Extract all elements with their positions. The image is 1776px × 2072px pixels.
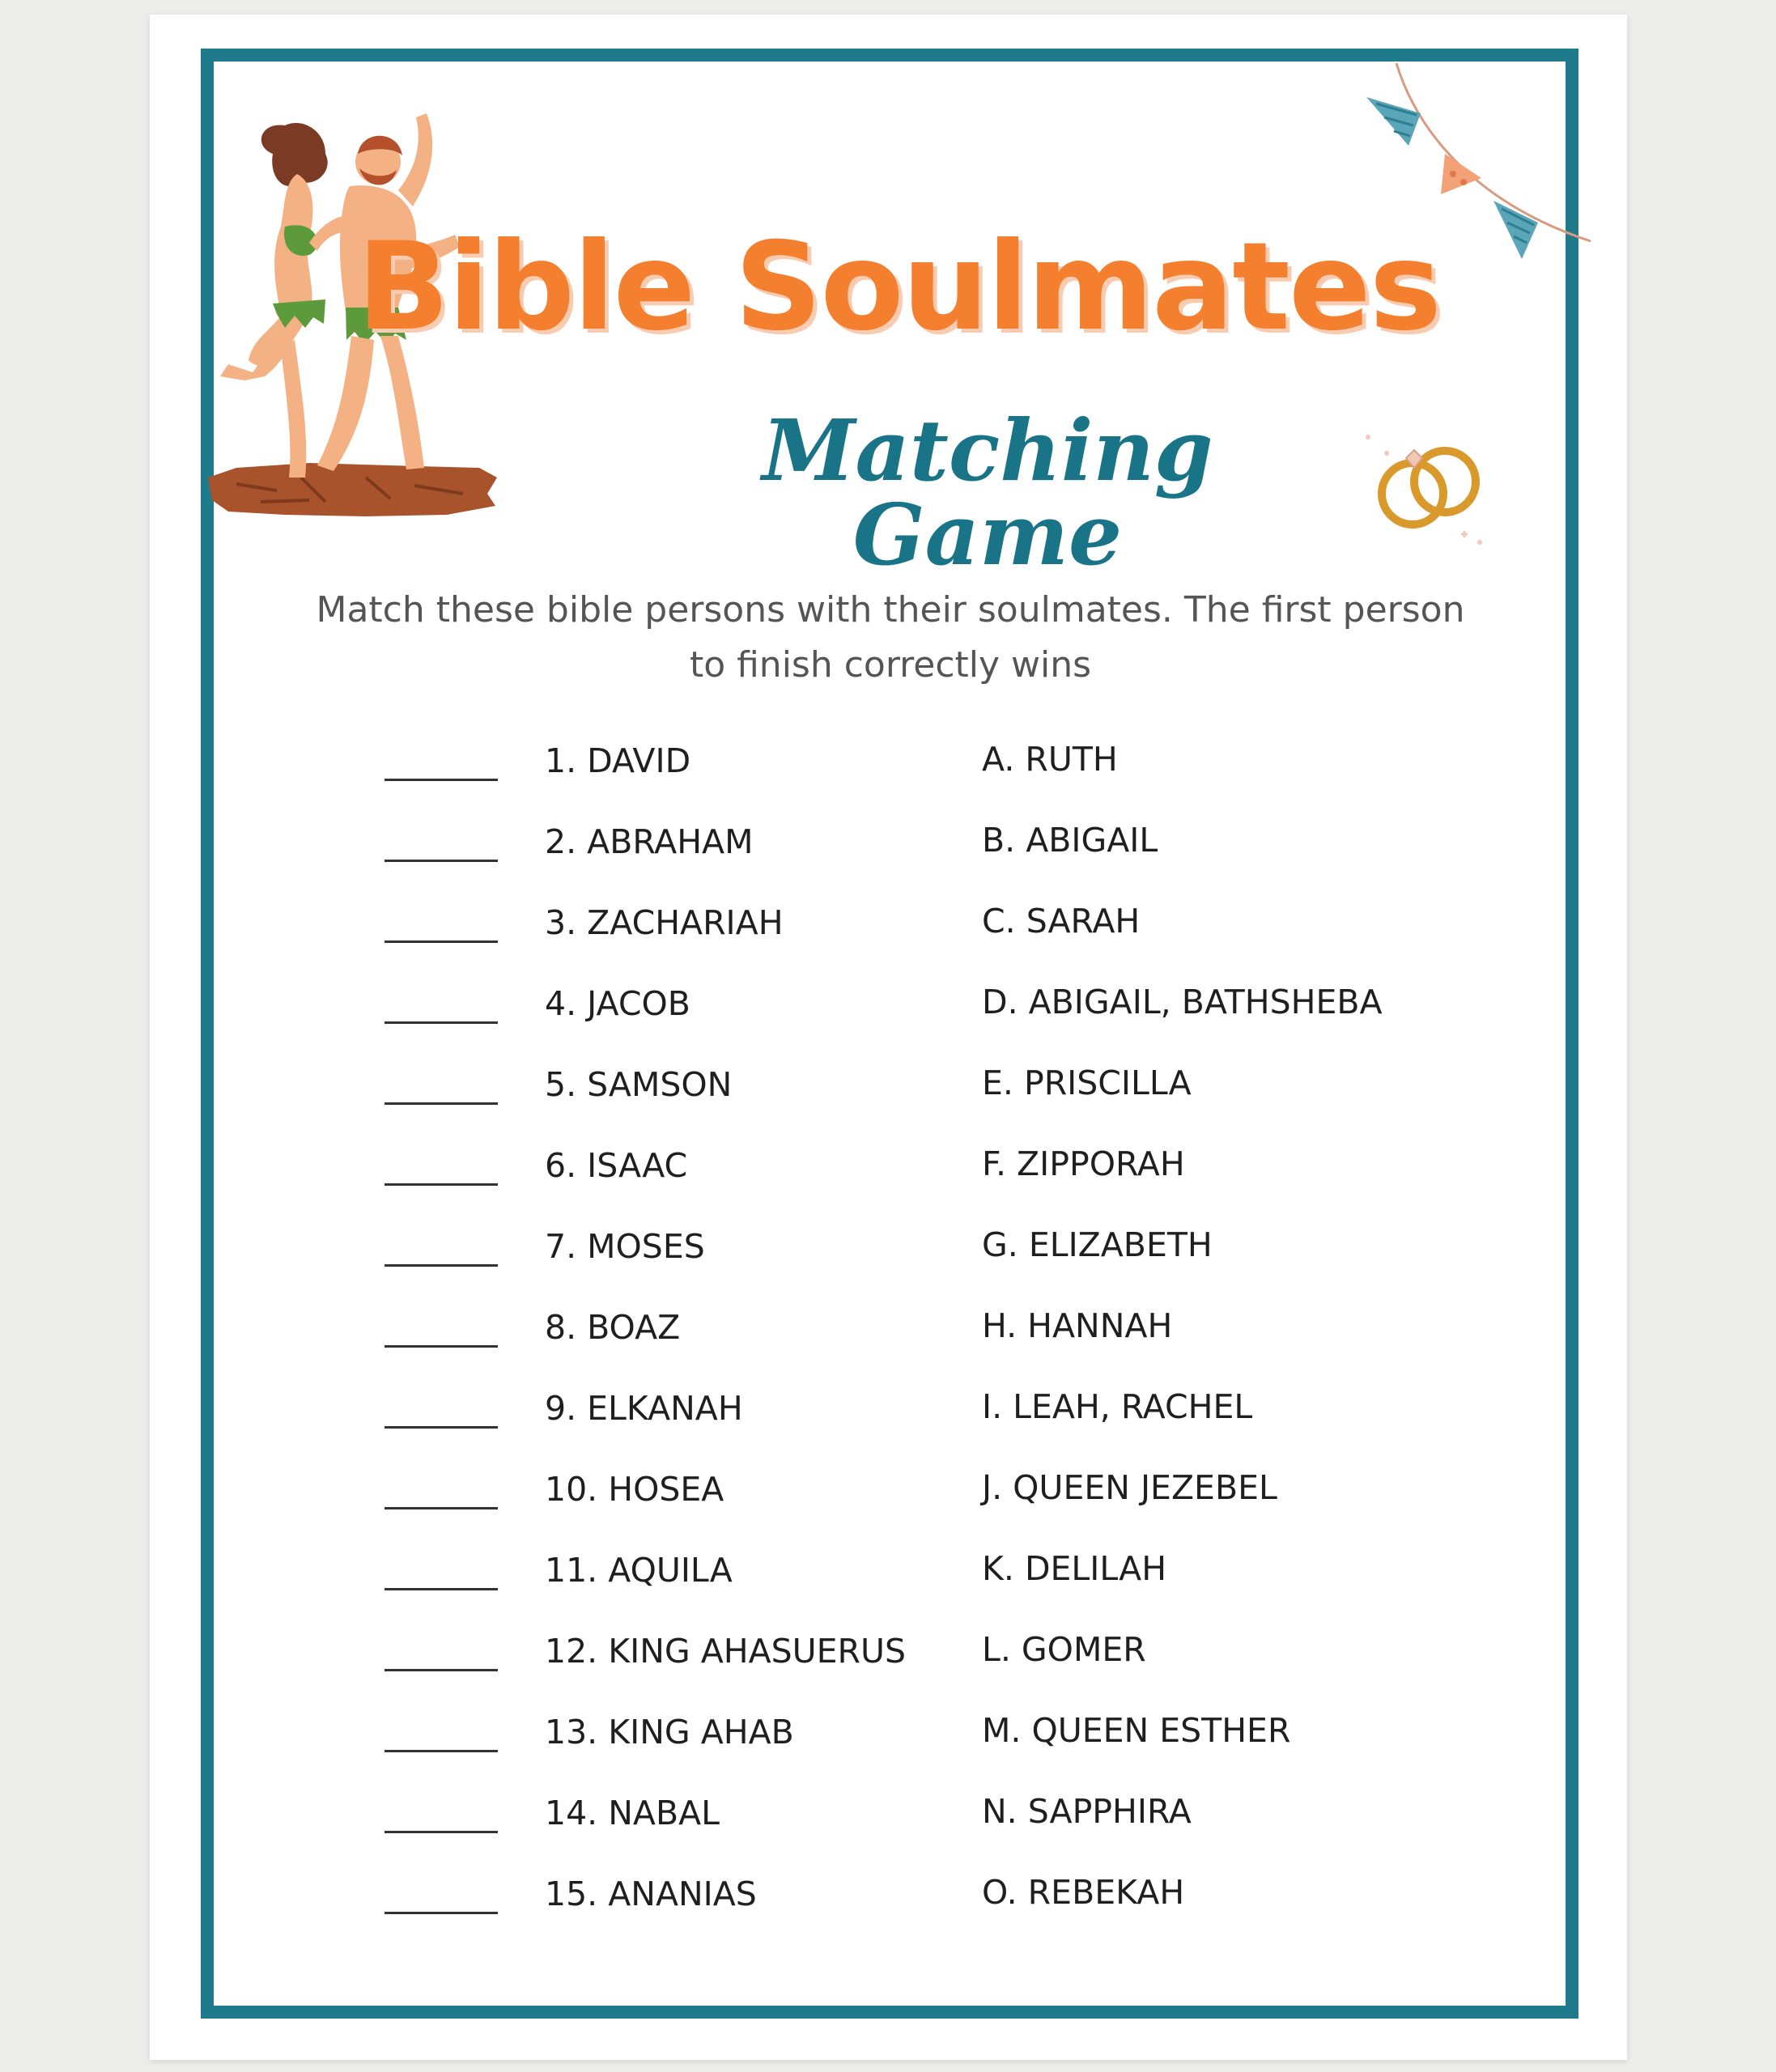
person-name: 9. ELKANAH — [545, 1389, 743, 1428]
person-name: 2. ABRAHAM — [545, 822, 754, 861]
soulmate-name: O. REBEKAH — [982, 1873, 1185, 1912]
answer-blank[interactable] — [385, 1102, 498, 1105]
answer-blank[interactable] — [385, 1183, 498, 1186]
soulmate-name: J. QUEEN JEZEBEL — [982, 1468, 1277, 1507]
person-name: 11. AQUILA — [545, 1551, 733, 1590]
instructions-line-1: Match these bible persons with their soulmates. The first person — [316, 589, 1465, 631]
instructions — [308, 583, 1473, 693]
soulmate-name: D. ABIGAIL, BATHSHEBA — [982, 983, 1383, 1021]
page-title: Bible Soulmates — [356, 217, 1441, 358]
answer-blank[interactable] — [385, 1021, 498, 1024]
person-name: 14. NABAL — [545, 1794, 720, 1832]
answer-blank[interactable] — [385, 1426, 498, 1429]
person-name: 8. BOAZ — [545, 1308, 681, 1347]
soulmate-name: K. DELILAH — [982, 1549, 1167, 1588]
match-row — [0, 1222, 1776, 1279]
soulmate-name: G. ELIZABETH — [982, 1225, 1213, 1264]
match-row — [0, 1789, 1776, 1845]
instructions-line-2: to finish correctly wins — [689, 644, 1092, 686]
soulmate-name: C. SARAH — [982, 902, 1141, 940]
match-row — [0, 1627, 1776, 1684]
person-name: 7. MOSES — [545, 1227, 705, 1266]
person-name: 4. JACOB — [545, 984, 690, 1023]
answer-blank[interactable] — [385, 1750, 498, 1752]
person-name: 10. HOSEA — [545, 1470, 724, 1509]
match-row — [0, 1465, 1776, 1522]
answer-blank[interactable] — [385, 779, 498, 781]
answer-blank[interactable] — [385, 1264, 498, 1267]
match-row — [0, 1384, 1776, 1441]
answer-blank[interactable] — [385, 1507, 498, 1509]
person-name: 6. ISAAC — [545, 1146, 688, 1185]
match-row — [0, 1303, 1776, 1360]
answer-blank[interactable] — [385, 1669, 498, 1671]
answer-blank[interactable] — [385, 860, 498, 862]
answer-blank[interactable] — [385, 1588, 498, 1590]
soulmate-name: B. ABIGAIL — [982, 821, 1158, 860]
soulmate-name: A. RUTH — [982, 740, 1118, 779]
match-row — [0, 1546, 1776, 1603]
page-subtitle: Matching Game — [762, 401, 1213, 584]
match-row — [0, 1141, 1776, 1198]
person-name: 3. ZACHARIAH — [545, 903, 784, 942]
match-row — [0, 1708, 1776, 1764]
soulmate-name: M. QUEEN ESTHER — [982, 1711, 1291, 1750]
wedding-rings-icon — [1356, 421, 1493, 558]
soulmate-name: I. LEAH, RACHEL — [982, 1387, 1253, 1426]
soulmate-name: N. SAPPHIRA — [982, 1792, 1192, 1831]
match-row — [0, 1060, 1776, 1117]
person-name: 1. DAVID — [545, 741, 691, 780]
person-name: 5. SAMSON — [545, 1065, 733, 1104]
soulmate-name: H. HANNAH — [982, 1306, 1173, 1345]
soulmate-name: E. PRISCILLA — [982, 1064, 1192, 1102]
soulmate-name: L. GOMER — [982, 1630, 1146, 1669]
answer-blank[interactable] — [385, 940, 498, 943]
person-name: 13. KING AHAB — [545, 1713, 794, 1751]
match-row — [0, 898, 1776, 955]
match-row — [0, 737, 1776, 793]
answer-blank[interactable] — [385, 1912, 498, 1914]
answer-blank[interactable] — [385, 1831, 498, 1833]
match-row — [0, 817, 1776, 874]
match-row — [0, 979, 1776, 1036]
person-name: 15. ANANIAS — [545, 1875, 757, 1913]
match-row — [0, 1870, 1776, 1926]
answer-blank[interactable] — [385, 1345, 498, 1348]
person-name: 12. KING AHASUERUS — [545, 1632, 907, 1671]
soulmate-name: F. ZIPPORAH — [982, 1144, 1185, 1183]
